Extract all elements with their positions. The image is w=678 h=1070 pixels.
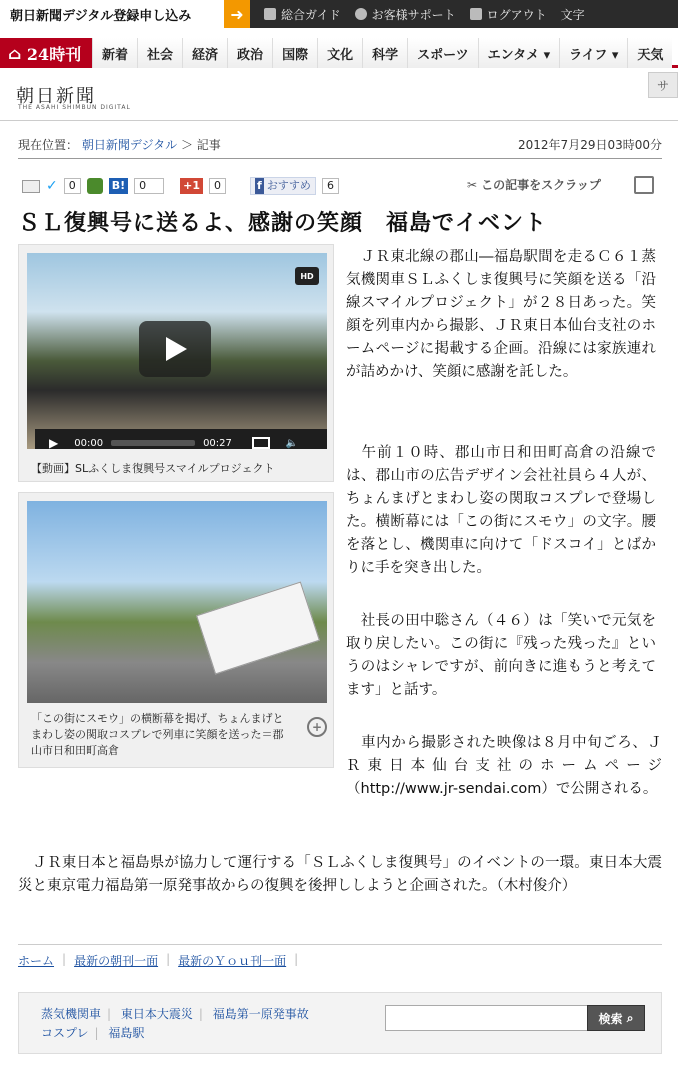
signup-promo-link[interactable] <box>0 0 250 28</box>
nav-item-sports[interactable]: スポーツ <box>407 38 477 68</box>
tag-link[interactable]: コスプレ <box>41 1026 89 1040</box>
scrap-label: この記事をスクラップ <box>481 178 601 192</box>
nav-item-shakai[interactable]: 社会 <box>137 38 182 68</box>
promo-label: 朝日新聞デジタル登録申し込み <box>10 8 192 24</box>
video-thumbnail[interactable] <box>27 253 327 449</box>
photo-image[interactable] <box>27 501 327 703</box>
banner-in-photo <box>196 582 320 675</box>
tag-link[interactable]: 福島駅 <box>108 1026 145 1040</box>
nav-item-tenki[interactable]: 天気 <box>627 38 672 68</box>
breadcrumb <box>18 136 221 153</box>
video-player <box>18 244 334 482</box>
gplus-count: 0 <box>209 178 226 194</box>
footer-you-link[interactable]: 最新のＹｏｕ刊一面 <box>178 954 287 968</box>
play-icon[interactable] <box>139 321 211 377</box>
article-date: 2012年7月29日03時00分 <box>518 138 662 152</box>
nav-item-life[interactable]: ライフ ▾ <box>559 38 627 68</box>
gplus-label: +1 <box>183 179 201 192</box>
article-paragraph: ＪＲ東日本と福島県が協力して運行する「ＳＬふくしま復興号」のイベントの一環。東日本大震災と東京電力福島第一原発事故からの復興を後押ししようと企画された。（木村俊介） <box>18 855 662 894</box>
time-current: 00:00 <box>74 437 104 449</box>
article-paragraph: 午前１０時、郡山市日和田町高倉の沿線では、郡山市の広告デザイン会社社員ら４人が、ちょんまげとまわし姿の関取コスプレで登場した。横断幕には「この街にスモウ」の文字。腰を落とし、機関車に向けて「ドスコイ」とばかりに手を突き出した。 <box>346 445 656 576</box>
logout-link[interactable] <box>470 0 547 28</box>
time-total: 00:27 <box>203 437 232 449</box>
nav-item-keizai[interactable]: 経済 <box>182 38 227 68</box>
breadcrumb-home-link[interactable]: 朝日新聞デジタル <box>81 138 178 152</box>
nav-item-kokusai[interactable]: 国際 <box>272 38 317 68</box>
book-icon <box>264 8 276 20</box>
mail-icon[interactable] <box>22 180 40 193</box>
twitter-count: 0 <box>64 178 81 194</box>
mixi-icon[interactable] <box>87 178 103 194</box>
footer-morning-link[interactable]: 最新の朝刊一面 <box>74 954 159 968</box>
tag-link[interactable]: 福島第一原発事故 <box>212 1007 309 1021</box>
tag-list: 蒸気機関車 | 東日本大震災 | 福島第一原発事故 コスプレ | 福島駅 <box>41 1007 309 1040</box>
site-logo[interactable]: 朝日新聞 <box>16 86 96 107</box>
scrap-button[interactable] <box>467 176 601 193</box>
nav-item-shinchaku[interactable]: 新着 <box>92 38 137 68</box>
photo-caption: 「この街にスモウ」の横断幕を掲げ、ちょんまげとまわし姿の関取コスプレで列車に笑顔を送った＝郡山市日和田町高倉 <box>31 712 284 757</box>
facebook-count: 6 <box>322 178 339 194</box>
gplus-button[interactable] <box>180 178 203 194</box>
nav-24-label: 24時刊 <box>26 44 82 64</box>
support-label: お客様サポート <box>371 7 456 22</box>
fullscreen-icon[interactable] <box>252 437 270 449</box>
hatena-button[interactable] <box>109 178 128 194</box>
breadcrumb-label: 現在位置： <box>18 138 79 152</box>
main-nav <box>0 38 678 68</box>
person-icon <box>355 8 367 20</box>
facebook-label: おすすめ <box>266 179 311 192</box>
footer-links: ホーム | 最新の朝刊一面 | 最新のＹｏｕ刊一面 | <box>18 952 299 968</box>
print-icon[interactable] <box>634 176 654 194</box>
volume-icon[interactable]: 🔈 <box>285 437 299 449</box>
support-link[interactable] <box>355 0 456 28</box>
article-paragraph: 車内から撮影された映像は８月中旬ごろ、ＪＲ東日本仙台支社のホームページ（http://www.jr-sendai.com）で公開される。 <box>346 735 662 797</box>
hd-badge[interactable]: HD <box>295 267 319 285</box>
breadcrumb-current: 記事 <box>196 138 221 152</box>
top-bar <box>0 0 678 28</box>
side-tab[interactable]: サ <box>648 72 678 98</box>
tag-link[interactable]: 蒸気機関車 <box>41 1007 102 1021</box>
nav-24jikan[interactable]: ⌂ 24時刊 <box>0 38 92 68</box>
search-button-label: 検索 <box>598 1011 623 1026</box>
breadcrumb-arrow: ＞ <box>180 138 193 152</box>
nav-item-bunka[interactable]: 文化 <box>317 38 362 68</box>
article-paragraph: ＪＲ東北線の郡山―福島駅間を走るＣ６１蒸気機関車ＳＬふくしま復興号に笑顔を送る「沿線スマイルプロジェクト」が２８日あった。笑顔を列車内から撮影、ＪＲ東日本仙台支社のホームページに掲載する企画。沿線には家族連れが詰めかけ、笑顔に感謝を託した。 <box>346 249 656 380</box>
zoom-icon[interactable]: + <box>307 717 327 737</box>
video-caption: 【動画】SLふくしま復興号スマイルプロジェクト <box>31 462 275 475</box>
article-headline: ＳＬ復興号に送るよ、感謝の笑顔 福島でイベント <box>18 211 548 236</box>
nav-item-kagaku[interactable]: 科学 <box>362 38 407 68</box>
font-size-link[interactable] <box>561 0 585 28</box>
footer-home-link[interactable]: ホーム <box>18 954 55 968</box>
facebook-button[interactable] <box>250 177 316 195</box>
arrow-right-icon: ➜ <box>224 0 250 28</box>
social-bar <box>22 176 345 196</box>
font-size-label: 文字 <box>560 7 585 22</box>
site-logo-sub: THE ASAHI SHIMBUN DIGITAL <box>18 104 131 111</box>
logout-label: ログアウト <box>486 7 547 22</box>
search-button[interactable] <box>587 1005 645 1031</box>
search-input[interactable] <box>385 1005 589 1031</box>
nav-item-entame[interactable]: エンタメ ▾ <box>478 38 560 68</box>
guide-link[interactable] <box>264 0 341 28</box>
hatena-label: B! <box>111 179 126 192</box>
tag-link[interactable]: 東日本大震災 <box>120 1007 193 1021</box>
search-icon: ⌕ <box>626 1010 634 1025</box>
divider <box>18 944 662 945</box>
twitter-icon[interactable]: ✓ <box>46 178 58 194</box>
guide-label: 総合ガイド <box>281 7 341 22</box>
play-small-icon[interactable]: ▶ <box>49 436 59 449</box>
facebook-icon: f <box>257 179 262 192</box>
lock-icon <box>470 8 482 20</box>
tag-search-box <box>18 992 662 1054</box>
article-paragraph: 社長の田中聡さん（４６）は「笑いで元気を取り戻したい。この街に『残った残った』というのはシャレですが、前向きに進もうと考えてます」と話す。 <box>346 613 656 698</box>
seek-bar[interactable] <box>111 440 195 446</box>
divider <box>0 120 678 121</box>
hatena-count: 0 <box>134 178 164 194</box>
scissors-icon: ✂ <box>467 177 478 192</box>
video-controls <box>35 429 327 449</box>
divider <box>18 158 662 159</box>
photo-figure <box>18 492 334 768</box>
nav-item-seiji[interactable]: 政治 <box>227 38 272 68</box>
